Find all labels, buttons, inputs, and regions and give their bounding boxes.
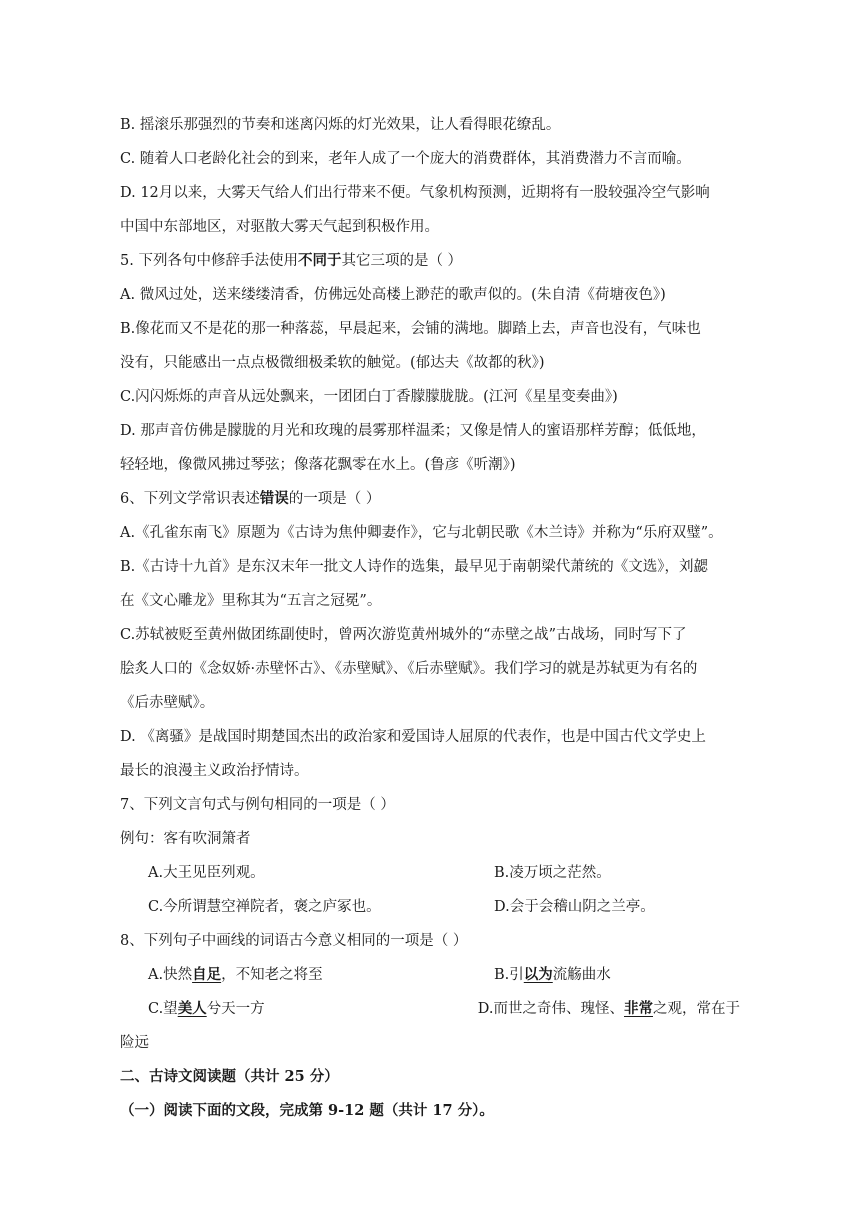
q6-option-b-line2: 在《文心雕龙》里称其为“五言之冠冕”。 [120,593,382,609]
q5-stem-emphasis: 不同于 [297,252,342,269]
q6-option-d-line2: 最长的浪漫主义政治抒情诗。 [120,763,309,779]
q7-options-row1 [120,856,740,890]
q5-option-c: C.闪闪烁烁的声音从远处飘来，一团团白丁香朦朦胧胧。(江河《星星变奏曲》) [120,389,618,405]
q8-option-a-suffix: ，不知老之将至 [221,967,323,983]
q5-option-d-line1: D. 那声音仿佛是朦胧的月光和玫瑰的晨雾那样温柔；又像是情人的蜜语那样芳醇；低低地， [120,423,706,439]
q4-option-b: B. 摇滚乐那强烈的节奏和迷离闪烁的灯光效果，让人看得眼花缭乱。 [120,117,561,133]
q6-option-c-line3: 《后赤壁赋》。 [120,695,215,711]
q5-option-b-line1: B.像花而又不是花的那一种落蕊，早晨起来，会铺的满地。脚踏上去，声音也没有，气味也 [120,321,701,337]
q7-option-b: B.凌万顷之茫然。 [494,865,611,881]
q6-option-c-line2: 脍炙人口的《念奴娇·赤壁怀古》、《赤壁赋》、《后赤壁赋》。我们学习的就是苏轼更为有名的 [120,661,698,677]
q8-option-d-wrap: 险远 [120,1035,149,1051]
q7-option-c: C.今所谓慧空禅院者，褒之庐冢也。 [148,899,381,915]
q8-options-row2 [120,992,740,1026]
q4-option-c: C. 随着人口老龄化社会的到来，老年人成了一个庞大的消费群体，其消费潜力不言而喻。 [120,151,691,167]
q6-option-b-line1: B.《古诗十九首》是东汉末年一批文人诗作的选集，最早见于南朝梁代萧统的《文选》，刘勰 [120,559,709,575]
q5-stem-part2: 其它三项的是（ ） [341,253,463,269]
q8-option-a-underlined: 自足 [192,966,222,983]
q5-stem [120,244,740,278]
q8-option-c-prefix: C.望 [148,1001,178,1017]
q8-option-d-underlined: 非常 [624,1000,653,1017]
section-title: 二、古诗文阅读题（共计 25 分） [120,1068,339,1085]
q5-option-d-line2: 轻轻地，像微风拂过琴弦；像落花飘零在水上。(鲁彦《听潮》) [120,457,516,473]
q8-option-b-underlined: 以为 [523,966,553,983]
q7-option-d: D.会于会稽山阴之兰亭。 [494,899,655,915]
exam-page [120,108,740,1128]
q6-stem-emphasis: 错误 [259,490,289,507]
q4-option-d-line2: 中国中东部地区，对驱散大雾天气起到积极作用。 [120,219,439,235]
q5-option-a: A. 微风过处，送来缕缕清香，仿佛远处高楼上渺茫的歌声似的。(朱自清《荷塘夜色》) [120,287,666,303]
q8-option-a [148,958,494,992]
q7-options-row2 [120,890,740,924]
q8-stem: 8、下列句子中画线的词语古今意义相同的一项是（ ） [120,933,468,949]
q8-option-d [478,992,740,1026]
q8-option-d-prefix: D.而世之奇伟、瑰怪、 [477,1001,624,1017]
q6-stem-part1: 6、下列文学常识表述 [120,491,260,507]
q8-option-d-suffix: 之观，常在于 [653,1001,740,1017]
q8-option-b-suffix: 流觞曲水 [552,967,611,983]
q8-option-a-prefix: A.快然 [148,967,193,983]
q7-stem: 7、下列文言句式与例句相同的一项是（ ） [120,797,395,813]
q8-options-row1 [120,958,740,992]
section-subtitle: （一）阅读下面的文段，完成第 9-12 题（共计 17 分）。 [120,1102,494,1119]
q6-option-c-line1: C.苏轼被贬至黄州做团练副使时，曾两次游览黄州城外的“赤壁之战”古战场，同时写下了 [120,627,687,643]
q8-option-c-underlined: 美人 [177,1000,207,1017]
q7-example: 例句：客有吹洞箫者 [120,831,251,847]
q6-stem [120,482,740,516]
q6-stem-part2: 的一项是（ ） [288,491,381,507]
q8-option-b [494,958,740,992]
q5-stem-part1: 5. 下列各句中修辞手法使用 [120,253,298,269]
q8-option-c [148,992,478,1026]
q6-option-d-line1: D. 《离骚》是战国时期楚国杰出的政治家和爱国诗人屈原的代表作，也是中国古代文学史上 [120,729,706,745]
q5-option-b-line2: 没有，只能感出一点点极微细极柔软的触觉。(郁达夫《故都的秋》) [120,355,545,371]
q8-option-c-suffix: 兮天一方 [206,1001,265,1017]
q7-option-a: A.大王见臣列观。 [148,865,265,881]
q6-option-a: A.《孔雀东南飞》原题为《古诗为焦仲卿妻作》，它与北朝民歌《木兰诗》并称为“乐府双璧”。 [120,525,723,541]
q8-option-b-prefix: B.引 [494,967,524,983]
q4-option-d-line1: D. 12月以来，大雾天气给人们出行带来不便。气象机构预测，近期将有一股较强冷空气影响 [120,185,710,201]
